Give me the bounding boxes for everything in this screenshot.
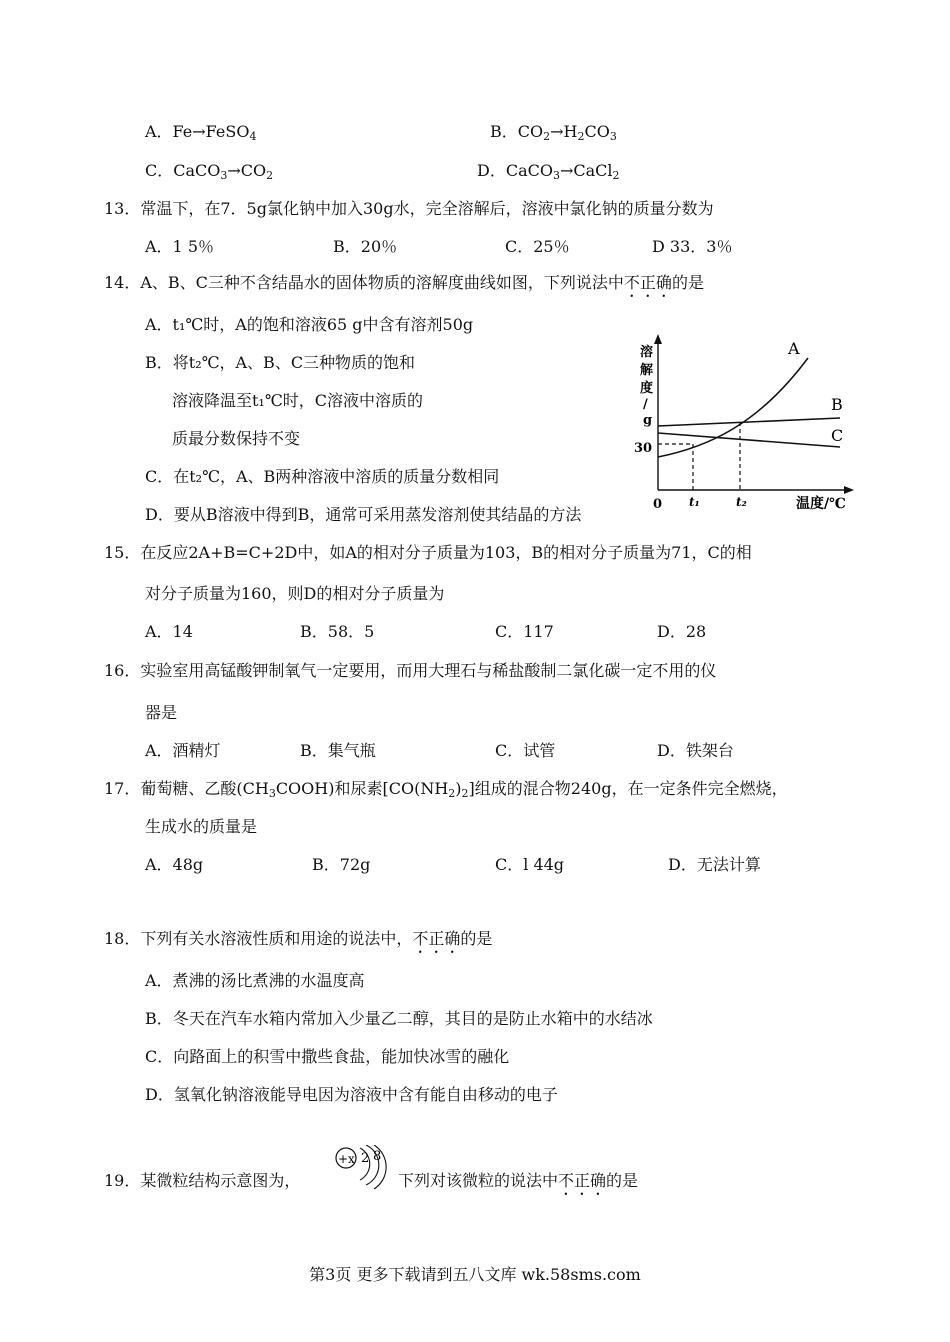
q14-option-a: A．t₁℃时，A的饱和溶液65 g中含有溶剂50g xyxy=(145,315,474,334)
q14-option-d: D．要从B溶液中得到B，通常可采用蒸发溶剂使其结晶的方法 xyxy=(145,505,582,524)
q15-stem-line2: 对分子质量为160，则D的相对分子质量为 xyxy=(145,584,445,603)
page-footer: 第3页 更多下载请到五八文库 wk.58sms.com xyxy=(309,1265,641,1284)
x-axis-arrow xyxy=(844,486,854,494)
y-label-1: 溶 xyxy=(640,345,654,360)
curve-c-label: C xyxy=(831,426,844,445)
q19-stem-tail: 下列对该微粒的说法中不正确的是 xyxy=(398,1171,639,1190)
q12-option-b: B．$CO_2\to H_2CO_3$ xyxy=(490,122,617,143)
q17-stem-line2: 生成水的质量是 xyxy=(145,817,258,836)
curve-b-label: B xyxy=(831,395,843,414)
q17-option-d: D．无法计算 xyxy=(668,855,761,874)
q16-option-c: C．试管 xyxy=(495,741,556,760)
curve-b xyxy=(658,418,840,426)
solubility-curve-graph xyxy=(628,330,858,520)
q14-option-b-line1: B．将t₂℃，A、B、C三种物质的饱和 xyxy=(145,353,416,372)
q14-stem: 14．A、B、C三种不含结晶水的固体物质的溶解度曲线如图，下列说法中不正确的是 xyxy=(104,273,704,292)
q14-option-b-line3: 质最分数保持不变 xyxy=(172,429,301,448)
q15-option-d: D．28 xyxy=(657,622,707,641)
x-axis-label: 温度/℃ xyxy=(796,496,846,512)
q15-stem-line1: 15．在反应2A+B=C+2D中，如A的相对分子质量为103，B的相对分子质量为71，C的相 xyxy=(104,543,752,562)
q18-option-b: B．冬天在汽车水箱内常加入少量乙二醇，其目的是防止水箱中的水结冰 xyxy=(145,1009,653,1028)
q12-option-c: C．$CaCO_3\to CO_2$ xyxy=(145,161,274,182)
t1-label: t₁ xyxy=(689,495,700,509)
y-label-3: 度 xyxy=(640,381,654,396)
q17-stem-line1: 17．葡萄糖、乙酸$(CH_3COOH)$和尿素$[CO(NH_2)_2]$组成的混合物240g，在一定条件完全燃烧， xyxy=(104,779,788,800)
y-axis-arrow xyxy=(654,334,662,344)
q16-stem-line2: 器是 xyxy=(145,703,178,722)
y-label-2: 解 xyxy=(640,363,654,378)
q12-option-a: A．Fe→FeSO$_4$ xyxy=(145,122,257,143)
q13-option-c: C．25％ xyxy=(505,237,570,256)
q17-option-c: C．l 44g xyxy=(495,855,565,874)
shell2-electrons: 8 xyxy=(373,1149,382,1164)
origin-label: 0 xyxy=(653,497,663,512)
q18-option-d: D．氢氧化钠溶液能导电因为溶液中含有能自由移动的电子 xyxy=(145,1085,558,1104)
q17-option-b: B．72g xyxy=(312,855,371,874)
q13-option-d: D 33．3％ xyxy=(652,237,733,256)
q14-option-c: C．在t₂℃，A、B两种溶液中溶质的质量分数相同 xyxy=(145,467,500,486)
y-label-5: g xyxy=(643,413,653,428)
q13-option-a: A．1 5％ xyxy=(145,237,215,256)
q18-option-c: C．向路面上的积雪中撒些食盐，能加快冰雪的融化 xyxy=(145,1047,510,1066)
shell1-electrons: 2 xyxy=(361,1151,370,1166)
q13-stem: 13．常温下，在7．5g氯化钠中加入30g水，完全溶解后，溶液中氯化钠的质量分数为 xyxy=(104,199,714,218)
q13-option-b: B．20％ xyxy=(333,237,398,256)
q16-option-a: A．酒精灯 xyxy=(145,741,221,760)
y-tick-30: 30 xyxy=(634,441,653,456)
q14-option-b-line2: 溶液降温至t₁℃时，C溶液中溶质的 xyxy=(172,391,423,410)
q15-option-b: B．58．5 xyxy=(300,622,375,641)
y-label-4: / xyxy=(643,397,648,412)
curve-a-label: A xyxy=(788,339,800,358)
q12-option-d: D．CaCO$_3$→CaCl$_2$ xyxy=(477,161,620,182)
q18-option-a: A．煮沸的汤比煮沸的水温度高 xyxy=(145,971,365,990)
curve-c xyxy=(658,433,840,447)
nucleus-charge: +x xyxy=(338,1152,355,1166)
q15-option-a: A．14 xyxy=(145,622,193,641)
q16-stem-line1: 16．实验室用高锰酸钾制氧气一定要用，而用大理石与稀盐酸制二氯化碳一定不用的仪 xyxy=(104,661,717,680)
atom-structure-diagram xyxy=(334,1145,394,1193)
q17-option-a: A．48g xyxy=(145,855,204,874)
q15-option-c: C．117 xyxy=(495,622,554,641)
q16-option-d: D．铁架台 xyxy=(657,741,734,760)
t2-label: t₂ xyxy=(736,495,747,509)
q16-option-b: B．集气瓶 xyxy=(300,741,376,760)
q19-stem-lead: 19．某微粒结构示意图为， xyxy=(104,1171,301,1190)
q18-stem: 18．下列有关水溶液性质和用途的说法中，不正确的是 xyxy=(104,929,493,948)
